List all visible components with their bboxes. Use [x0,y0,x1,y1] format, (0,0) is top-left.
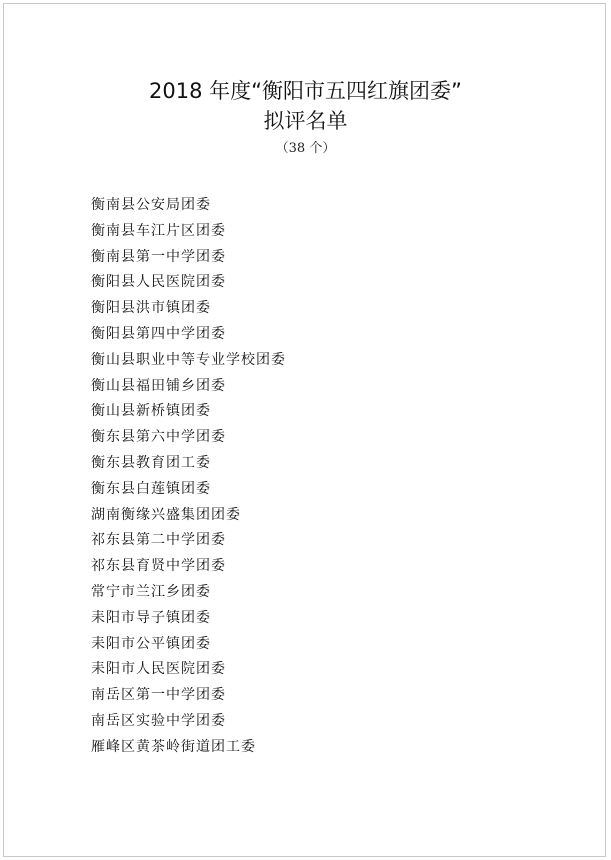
list-item: 南岳区第一中学团委 [91,687,226,704]
document-title: 2018 年度“衡阳市五四红旗团委” [149,79,462,103]
list-item: 衡阳县第四中学团委 [91,325,226,342]
list-item: 衡阳县洪市镇团委 [91,300,211,317]
list-item: 耒阳市人民医院团委 [91,661,226,678]
list-item: 湖南衡缘兴盛集团团委 [91,506,241,523]
list-item: 衡东县教育团工委 [91,454,211,471]
list-item: 衡东县白莲镇团委 [91,480,211,497]
list-item: 衡山县福田铺乡团委 [91,377,226,394]
list-item: 衡山县职业中等专业学校团委 [91,351,286,368]
list-item: 衡南县公安局团委 [91,197,211,213]
list-item: 耒阳市导子镇团委 [91,609,211,626]
organization-list [91,193,286,761]
item-count: （38 个） [275,141,336,156]
list-item: 祁东县第二中学团委 [91,532,226,549]
list-item: 衡南县第一中学团委 [91,248,226,265]
list-item: 衡阳县人民医院团委 [91,274,226,291]
list-item: 南岳区实验中学团委 [91,712,226,729]
list-item: 衡东县第六中学团委 [91,429,226,446]
list-item: 耒阳市公平镇团委 [91,635,211,652]
list-item: 衡山县新桥镇团委 [91,403,211,420]
list-item: 常宁市兰江乡团委 [91,583,211,600]
list-item: 祁东县育贤中学团委 [91,558,226,575]
list-item: 衡南县车江片区团委 [91,222,226,239]
document-subtitle: 拟评名单 [263,109,348,133]
list-item: 雁峰区黄茶岭街道团工委 [91,738,256,755]
